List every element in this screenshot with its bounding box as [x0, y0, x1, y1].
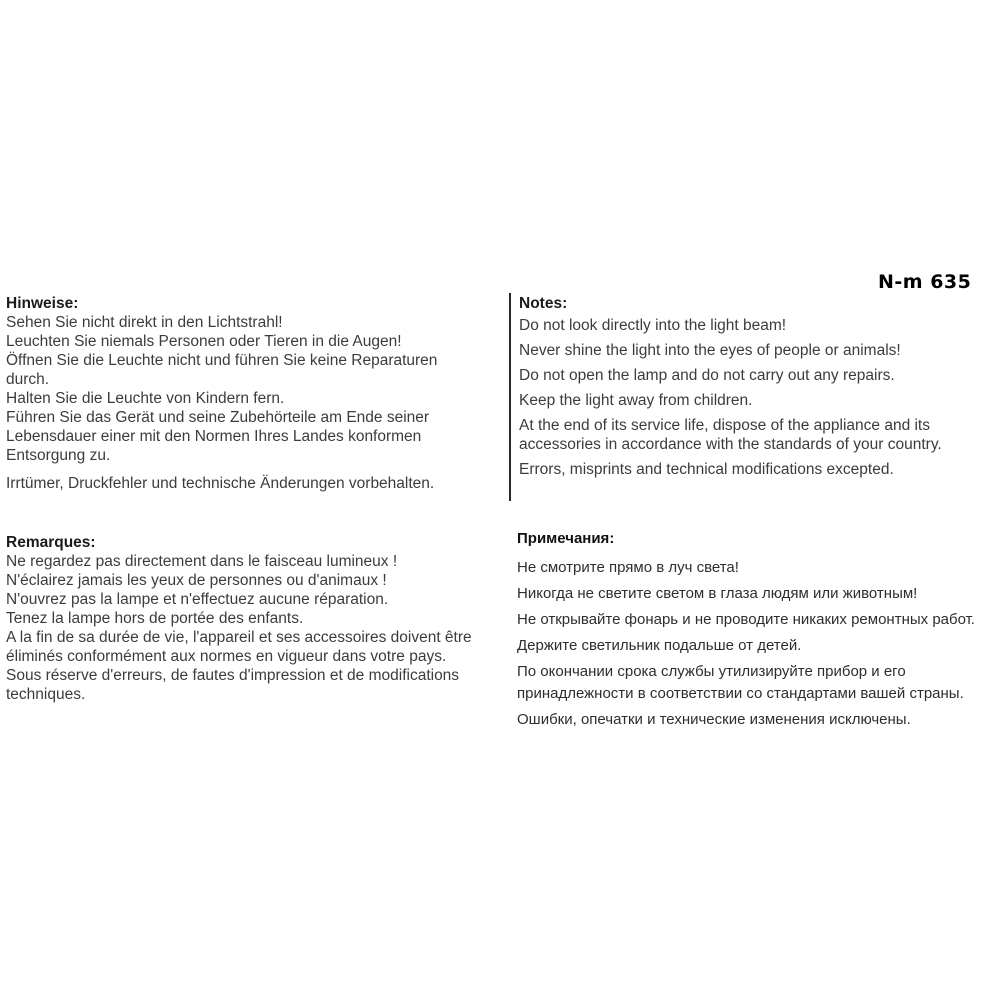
section-heading-russian: Примечания:: [517, 530, 615, 547]
notice-line: Никогда не светите светом в глаза людям или животным!: [517, 585, 918, 602]
notice-list-english: [519, 316, 995, 479]
notice-line: По окончании срока службы утилизируйте прибор и его принадлежности в соответствии со стандартами вашей страны.: [517, 663, 964, 702]
notice-line: Ошибки, опечатки и технические изменения исключены.: [517, 711, 911, 728]
section-heading-english: Notes:: [519, 295, 568, 312]
notice-line: Leuchten Sie niemals Personen oder Tieren in die Augen!: [6, 333, 402, 350]
notice-list-russian: [517, 557, 995, 731]
notice-line: Do not open the lamp and do not carry out any repairs.: [519, 367, 895, 384]
notice-list-german: [6, 313, 484, 493]
notice-line: Halten Sie die Leuchte von Kindern fern.: [6, 390, 285, 407]
notice-line: At the end of its service life, dispose of the appliance and its accessories in accordance with the standards of your country.: [519, 417, 942, 453]
notice-line: Ne regardez pas directement dans le faisceau lumineux !: [6, 553, 398, 570]
notice-line: Держите светильник подальше от детей.: [517, 637, 802, 654]
notice-line: Keep the light away from children.: [519, 392, 753, 409]
notice-line: Führen Sie das Gerät und seine Zubehörteile am Ende seiner Lebensdauer einer mit den Normen Ihres Landes konformen Entsorgung zu.: [6, 409, 430, 464]
notice-list-french: [6, 552, 514, 704]
notice-line: Не открывайте фонарь и не проводите никаких ремонтных работ.: [517, 611, 975, 628]
notice-line: Не смотрите прямо в луч света!: [517, 559, 739, 576]
notice-line: Errors, misprints and technical modifications excepted.: [519, 461, 894, 478]
column-divider: [509, 293, 511, 501]
section-hinweise-german: [6, 294, 484, 493]
section-primechaniya-russian: [517, 529, 995, 735]
section-notes-english: [519, 294, 995, 485]
notice-line: Sous réserve d'erreurs, de fautes d'impression et de modifications techniques.: [6, 667, 460, 703]
notice-line: A la fin de sa durée de vie, l'appareil et ses accessoires doivent être éliminés conformément aux normes en vigueur dans votre pays.: [6, 629, 472, 665]
section-remarques-french: [6, 533, 514, 704]
section-heading-german: Hinweise:: [6, 295, 79, 312]
notice-line: N'ouvrez pas la lampe et n'effectuez aucune réparation.: [6, 591, 389, 608]
notice-line: Tenez la lampe hors de portée des enfants.: [6, 610, 304, 627]
notice-line: Sehen Sie nicht direkt in den Lichtstrahl!: [6, 314, 283, 331]
notice-line: Irrtümer, Druckfehler und technische Änderungen vorbehalten.: [6, 475, 435, 492]
notice-line: Öffnen Sie die Leuchte nicht und führen Sie keine Reparaturen durch.: [6, 352, 438, 388]
notice-line: Do not look directly into the light beam!: [519, 317, 787, 334]
notice-line: N'éclairez jamais les yeux de personnes ou d'animaux !: [6, 572, 387, 589]
section-heading-french: Remarques:: [6, 534, 96, 551]
model-number-label: N-m 635: [878, 271, 972, 293]
notice-line: Never shine the light into the eyes of people or animals!: [519, 342, 901, 359]
